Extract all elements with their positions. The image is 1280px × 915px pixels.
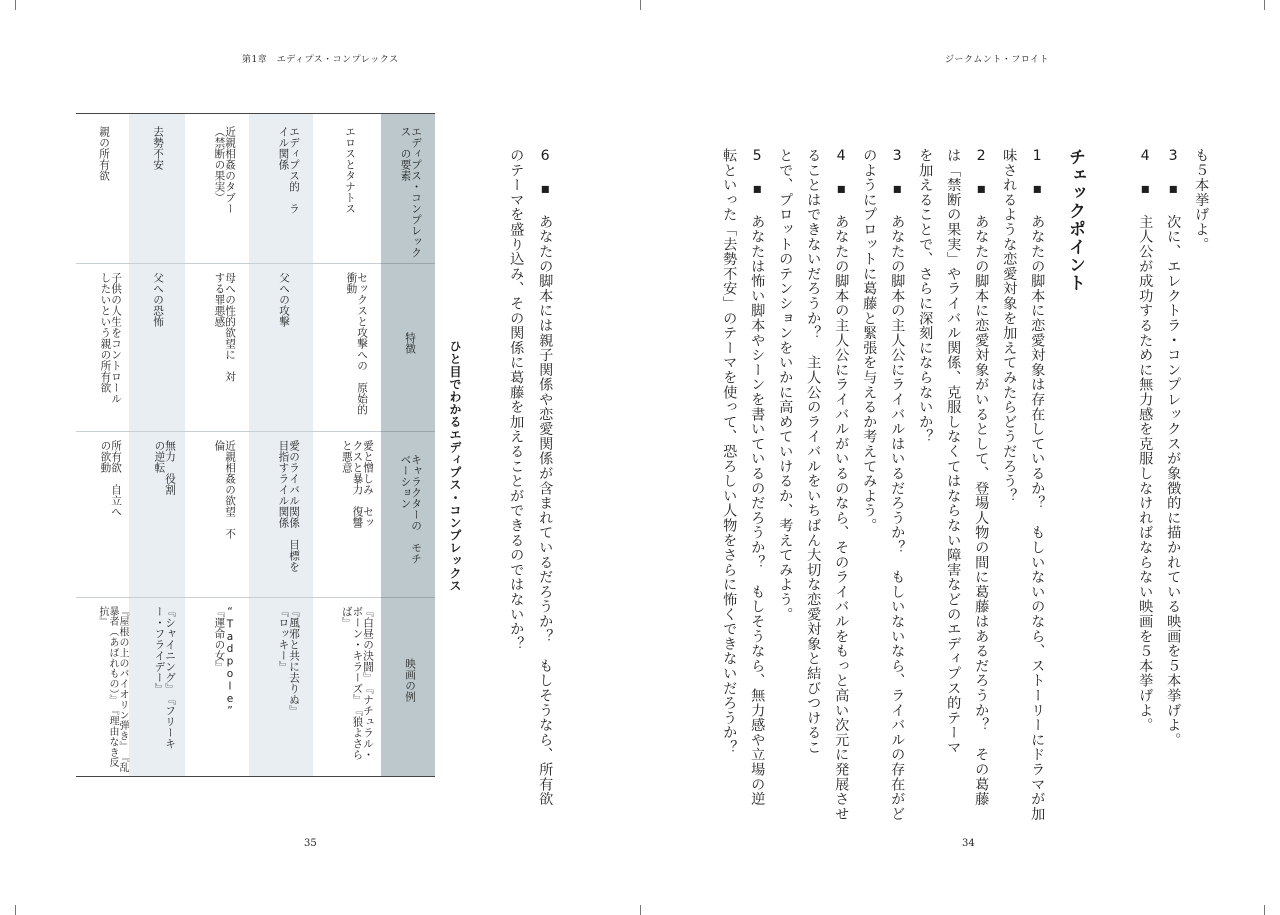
cell-films bbox=[185, 597, 249, 777]
cell-feature bbox=[76, 263, 129, 432]
row-motivation: 近親相姦の欲望 不倫 bbox=[213, 440, 236, 539]
table-row bbox=[313, 114, 381, 776]
row-feature: 母への性的欲望に 対する罪悪感 bbox=[213, 272, 236, 382]
page-number: 35 bbox=[304, 838, 317, 849]
check-line: を加えることで、さらに深刻にならないか？ bbox=[917, 148, 934, 444]
row-motivation: 愛と憎しみ セックスと暴力 復讐と悪意 bbox=[340, 440, 374, 528]
check-line: ることはできないだろうか？ 主人公のライバルをいちばん大切な恋愛対象と結びつけるこ bbox=[805, 148, 822, 755]
cell-feature bbox=[129, 263, 185, 432]
cell-films bbox=[129, 597, 185, 777]
header-motivation: キャラクターの モチベーション bbox=[399, 454, 422, 564]
row-motivation: 所有欲 自立への欲動 bbox=[99, 440, 122, 517]
question-6-line: のテーマを盛り込み、その関係に葛藤を加えることができるのではないか？ bbox=[508, 148, 525, 652]
right-page bbox=[640, 0, 1280, 915]
intro-line: 3 ▪ 次に、エレクトラ・コンプレックスが象徴的に描かれている映画を５本挙げよ。 bbox=[1165, 148, 1182, 748]
table-header-column bbox=[381, 114, 435, 776]
section-heading: チェックポイント bbox=[1065, 148, 1085, 292]
header-feature: 特徴 bbox=[404, 332, 416, 354]
cell-feature bbox=[313, 263, 381, 432]
row-films: 『シャイニング』 『フリーキー・フライデー』 bbox=[153, 606, 176, 750]
row-feature: 父への恐怖 bbox=[152, 272, 164, 327]
check-line: は「禁断の果実」やライバル関係、克服しなくてはならない障害などのエディプス的テーマ bbox=[945, 148, 962, 755]
cell-films bbox=[76, 597, 129, 777]
intro-line: 4 ▪ 主人公が成功するために無力感を克服しなければならない映画を５本挙げよ。 bbox=[1137, 148, 1154, 733]
cell-films bbox=[249, 597, 313, 777]
header-cell bbox=[381, 597, 435, 777]
table-row bbox=[129, 114, 185, 776]
header-films: 映画の例 bbox=[404, 658, 416, 702]
row-feature: 子供の人生をコントロール したいという親の所有欲 bbox=[99, 272, 122, 415]
row-films: “Tadpole” 『運命の女』 bbox=[213, 606, 236, 729]
cell-motivation bbox=[249, 431, 313, 598]
header-cell bbox=[381, 263, 435, 432]
cell-feature bbox=[185, 263, 249, 432]
table-row bbox=[249, 114, 313, 776]
row-feature: 父への攻撃 bbox=[278, 272, 290, 327]
check-line: 転といった「去勢不安」のテーマを使って、恐ろしい人物をさらに怖くできないだろうか？ bbox=[721, 148, 738, 755]
check-line: とで、プロットのテンションをいかに高めていけるか、考えてみよう。 bbox=[777, 148, 794, 622]
check-line: のようにプロットに葛藤と緊張を与えるか考えてみよう。 bbox=[861, 148, 878, 533]
row-motivation: 愛のライバル関係 目標を目指すライル関係 bbox=[277, 440, 300, 572]
cell-motivation bbox=[185, 431, 249, 598]
check-line: 5 ▪ あなたは怖い脚本やシーンを書いているのだろうか？ もしそうなら、無力感や立場の逆 bbox=[749, 148, 766, 807]
running-head: 第1章 エディプス・コンプレックス bbox=[242, 55, 399, 65]
row-element: エディプス的 ライル関係 bbox=[277, 126, 300, 214]
row-element: 親の所有欲 bbox=[98, 126, 110, 181]
oedipus-table bbox=[76, 113, 435, 777]
row-element: 近親相姦のタブー （禁断の果実） bbox=[213, 126, 236, 225]
row-feature: セックスと攻撃への 原始的衝動 bbox=[345, 272, 368, 415]
cell-element bbox=[249, 114, 313, 263]
table-caption: ひと目でわかるエディプス・コンプレックス bbox=[448, 340, 462, 592]
cell-motivation bbox=[129, 431, 185, 598]
cell-element bbox=[185, 114, 249, 263]
header-element: エディプス・コンプレックス の要素 bbox=[399, 126, 422, 258]
row-films: 『屋根の上のバイオリン弾き』 『乱暴者（あばれもの）』 『理由なき反抗』 bbox=[97, 606, 128, 773]
intro-line: も５本挙げよ。 bbox=[1193, 148, 1210, 252]
table-row bbox=[185, 114, 249, 776]
row-motivation: 無力 役割の逆転 bbox=[153, 440, 176, 495]
header-cell bbox=[381, 431, 435, 598]
row-films: 『風邪と共に去りぬ』 『ロッキー』 bbox=[277, 606, 300, 722]
cell-feature bbox=[249, 263, 313, 432]
page-number: 34 bbox=[962, 838, 975, 849]
cell-element bbox=[313, 114, 381, 263]
header-cell bbox=[381, 114, 435, 263]
check-line: 2 ▪ あなたの脚本に恋愛対象がいるとして、登場人物の間に葛藤はあるだろうか？ その葛藤 bbox=[973, 148, 990, 807]
cell-element bbox=[76, 114, 129, 263]
cell-motivation bbox=[313, 431, 381, 598]
row-element: エロスとタナトス bbox=[344, 126, 356, 214]
table-row bbox=[76, 114, 129, 776]
question-6-line: 6 ▪ あなたの脚本には親子関係や恋愛関係が含まれているだろうか？ もしそうなら、所有欲 bbox=[537, 148, 554, 807]
cell-motivation bbox=[76, 431, 129, 598]
check-line: 味されるような恋愛対象を加えてみたらどうだろう？ bbox=[1001, 148, 1018, 504]
row-films: 『白昼の決闘』 『ナチュラル・ボーン・キラーズ』 『狼よさらば』 bbox=[340, 606, 374, 761]
cell-element bbox=[129, 114, 185, 263]
cell-films bbox=[313, 597, 381, 777]
check-line: 1 ▪ あなたの脚本に恋愛対象は存在しているか？ もしいないのなら、ストーリーにドラマが加 bbox=[1029, 148, 1046, 822]
running-head: ジークムント・フロイト bbox=[945, 55, 1050, 65]
check-line: 3 ▪ あなたの脚本の主人公にライバルはいるだろうか？ もしいないなら、ライバルの存在がど bbox=[889, 148, 906, 822]
check-line: 4 ▪ あなたの脚本の主人公にライバルがいるのなら、そのライバルをもっと高い次元に発展させ bbox=[833, 148, 850, 822]
row-element: 去勢不安 bbox=[152, 126, 164, 170]
